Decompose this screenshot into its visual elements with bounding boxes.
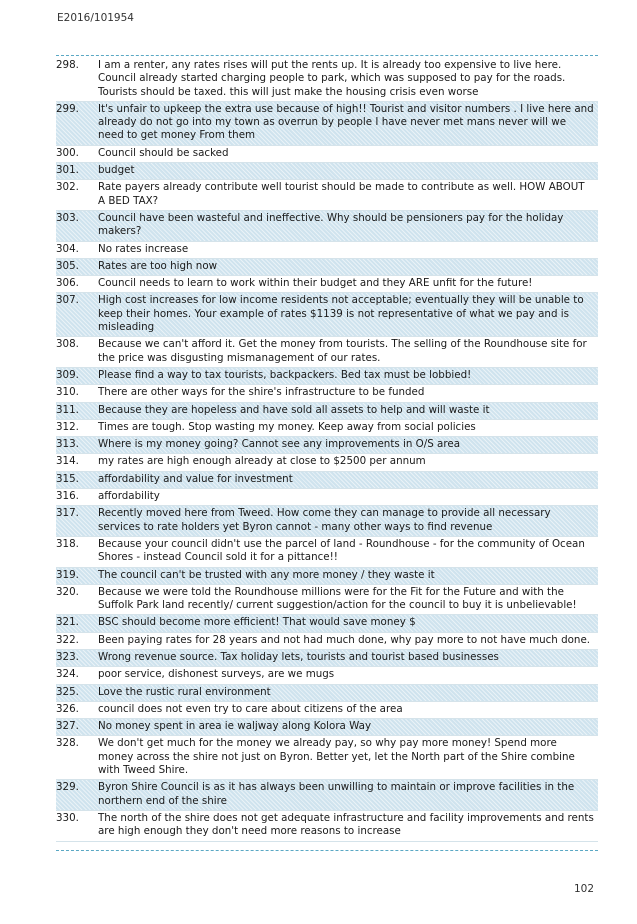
document-reference: E2016/101954 bbox=[57, 12, 134, 24]
row-comment: Where is my money going? Cannot see any improvements in O/S area bbox=[98, 438, 461, 451]
row-number: 308. bbox=[56, 338, 79, 351]
row-number: 304. bbox=[56, 242, 79, 255]
table-row bbox=[56, 146, 598, 163]
row-number: 317. bbox=[56, 507, 79, 520]
row-number: 307. bbox=[56, 294, 79, 307]
row-number: 319. bbox=[56, 568, 79, 581]
table-row bbox=[56, 437, 598, 454]
row-comment: High cost increases for low income residents not acceptable; eventually they will be unable to keep their homes. Your example of rates $1139 is not representative of what we pay and is misleading bbox=[98, 294, 584, 334]
table-row bbox=[56, 180, 598, 211]
row-number: 309. bbox=[56, 368, 79, 381]
row-comment: I am a renter, any rates rises will put the rents up. It is already too expensive to live here. Council already started charging people to park, which was supposed to pay for the roads. Tourists should be taxed. this will just make the housing crisis even worse bbox=[98, 59, 566, 98]
table-row bbox=[56, 615, 598, 632]
row-comment: Been paying rates for 28 years and not had much done, why pay more to not have much done. bbox=[98, 633, 591, 646]
row-comment: Please find a way to tax tourists, backpackers. Bed tax must be lobbied! bbox=[98, 368, 472, 381]
table-row bbox=[56, 506, 598, 537]
row-comment: We don't get much for the money we already pay, so why pay more money! Spend more money across the shire not just on Byron. Better yet, let the North part of the Shire combine with Tweed Shire. bbox=[98, 737, 575, 777]
row-comment: my rates are high enough already at close to $2500 per annum bbox=[98, 455, 426, 468]
table-row bbox=[56, 650, 598, 667]
table-row bbox=[56, 242, 598, 259]
table-row bbox=[56, 368, 598, 385]
row-number: 303. bbox=[56, 211, 79, 224]
row-comment: The council can't be trusted with any more money / they waste it bbox=[98, 568, 435, 581]
table-row bbox=[56, 489, 598, 506]
table-row bbox=[56, 685, 598, 702]
row-number: 323. bbox=[56, 650, 79, 663]
table-row bbox=[56, 58, 598, 102]
row-number: 310. bbox=[56, 386, 79, 399]
row-comment: Wrong revenue source. Tax holiday lets, tourists and tourist based businesses bbox=[98, 650, 499, 663]
row-number: 328. bbox=[56, 737, 79, 750]
table-row bbox=[56, 293, 598, 337]
row-comment: council does not even try to care about citizens of the area bbox=[98, 702, 403, 715]
row-comment: Times are tough. Stop wasting my money. Keep away from social policies bbox=[98, 420, 476, 433]
row-number: 314. bbox=[56, 455, 79, 468]
row-number: 313. bbox=[56, 438, 79, 451]
row-number: 315. bbox=[56, 472, 79, 485]
row-number: 324. bbox=[56, 668, 79, 681]
row-number: 322. bbox=[56, 633, 79, 646]
row-number: 326. bbox=[56, 702, 79, 715]
table-row bbox=[56, 403, 598, 420]
bottom-rule bbox=[56, 850, 598, 851]
table-row bbox=[56, 736, 598, 780]
table-row bbox=[56, 454, 598, 471]
row-comment: Council have been wasteful and ineffective. Why should be pensioners pay for the holiday makers? bbox=[98, 211, 564, 238]
row-comment: affordability bbox=[98, 490, 160, 503]
top-rule bbox=[56, 55, 598, 56]
row-number: 301. bbox=[56, 164, 79, 177]
row-comment: Because your council didn't use the parcel of land - Roundhouse - for the community of Ocean Shores - instead Council sold it for a pittance!! bbox=[98, 537, 585, 564]
row-number: 327. bbox=[56, 720, 79, 733]
row-number: 325. bbox=[56, 685, 79, 698]
row-comment: Because we were told the Roundhouse millions were for the Fit for the Future and with the Suffolk Park land recently/ current suggestion/action for the council to buy it is unbelievable! bbox=[98, 585, 577, 612]
row-comment: Byron Shire Council is as it has always been unwilling to maintain or improve facilities in the northern end of the shire bbox=[98, 781, 575, 807]
row-number: 300. bbox=[56, 146, 79, 159]
table-row bbox=[56, 585, 598, 616]
row-comment: affordability and value for investment bbox=[98, 472, 293, 485]
row-number: 321. bbox=[56, 616, 79, 629]
row-number: 299. bbox=[56, 102, 79, 115]
table-row bbox=[56, 472, 598, 489]
table-row bbox=[56, 337, 598, 368]
row-comment: Rates are too high now bbox=[98, 259, 218, 272]
table-row bbox=[56, 719, 598, 736]
row-number: 330. bbox=[56, 811, 79, 824]
row-number: 306. bbox=[56, 277, 79, 290]
row-number: 302. bbox=[56, 181, 79, 194]
table-row bbox=[56, 276, 598, 293]
row-number: 311. bbox=[56, 403, 79, 416]
row-comment: poor service, dishonest surveys, are we mugs bbox=[98, 668, 335, 681]
row-comment: No money spent in area ie waljway along Kolora Way bbox=[98, 720, 372, 733]
row-number: 320. bbox=[56, 585, 79, 598]
row-comment: Rate payers already contribute well tourist should be made to contribute as well. HOW ABOUT A BED TAX? bbox=[98, 181, 585, 207]
table-row bbox=[56, 633, 598, 650]
row-comment: BSC should become more efficient! That would save money $ bbox=[98, 616, 416, 629]
table-row bbox=[56, 811, 598, 842]
row-comment: There are other ways for the shire's infrastructure to be funded bbox=[98, 386, 425, 399]
row-comment: Council should be sacked bbox=[98, 146, 229, 159]
row-comment: The north of the shire does not get adequate infrastructure and facility improvements and rents are high enough they don't need more reasons to increase bbox=[98, 811, 594, 838]
table-row bbox=[56, 259, 598, 276]
table-row bbox=[56, 385, 598, 402]
row-comment: No rates increase bbox=[98, 242, 189, 255]
row-number: 316. bbox=[56, 490, 79, 503]
row-comment: It's unfair to upkeep the extra use because of high!! Tourist and visitor numbers . I live here and already do not go into my town as overrun by people I have never met mans never will we need to get money From them bbox=[98, 102, 594, 142]
row-number: 305. bbox=[56, 259, 79, 272]
table-row bbox=[56, 537, 598, 568]
row-number: 329. bbox=[56, 781, 79, 794]
table-row bbox=[56, 780, 598, 811]
table-row bbox=[56, 102, 598, 146]
table-row bbox=[56, 702, 598, 719]
row-comment: Recently moved here from Tweed. How come they can manage to provide all necessary services to rate holders yet Byron cannot - many other ways to find revenue bbox=[98, 507, 551, 533]
table-row bbox=[56, 420, 598, 437]
table-row bbox=[56, 667, 598, 684]
row-comment: Because we can't afford it. Get the money from tourists. The selling of the Roundhouse site for the price was disgusting mismanagement of our rates. bbox=[98, 338, 587, 364]
table-row bbox=[56, 211, 598, 242]
row-number: 312. bbox=[56, 420, 79, 433]
table-row bbox=[56, 163, 598, 180]
row-number: 298. bbox=[56, 59, 79, 71]
responses-table bbox=[56, 58, 598, 842]
table-row bbox=[56, 568, 598, 585]
row-comment: budget bbox=[98, 164, 135, 177]
page-number: 102 bbox=[574, 883, 595, 895]
row-comment: Love the rustic rural environment bbox=[98, 685, 271, 698]
row-number: 318. bbox=[56, 537, 79, 550]
row-comment: Council needs to learn to work within their budget and they ARE unfit for the future! bbox=[98, 277, 533, 290]
row-comment: Because they are hopeless and have sold all assets to help and will waste it bbox=[98, 403, 490, 416]
